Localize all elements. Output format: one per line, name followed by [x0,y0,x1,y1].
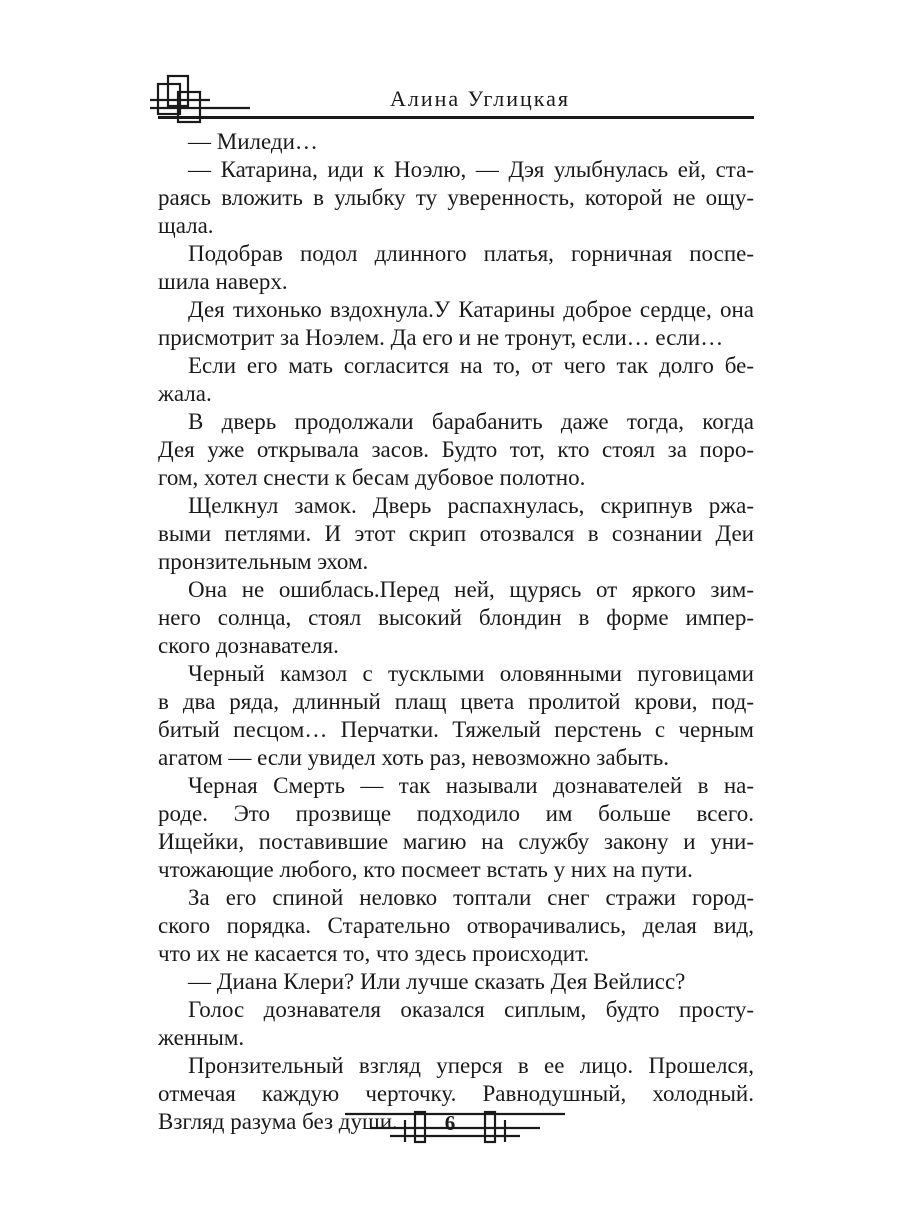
header-rule [158,116,754,119]
header-ornament-icon [150,70,260,130]
text-line: За его спиной неловко топтали снег стражи город- [188,885,754,910]
text-line: что их не касается то, что здесь происходит. [158,941,590,966]
text-line: Черный камзол с тусклыми оловянными пуговицами [188,661,754,686]
text-line: ского дознавателя. [158,633,339,658]
paragraph [158,772,754,884]
text-line: раясь вложить в улыбку ту уверенность, которой не ощу- [158,185,754,210]
text-line: шила наверх. [158,269,288,294]
text-line: — Миледи… [188,129,318,154]
text-line: битый песцом… Перчатки. Тяжелый перстень с черным [158,717,754,742]
paragraph [158,156,754,240]
text-line: Дея тихонько вздохнула.У Катарины доброе сердце, она [188,297,754,322]
paragraph [158,296,754,352]
text-line: — Катарина, иди к Ноэлю, — Дэя улыбнулась ей, ста- [188,157,754,182]
text-line: Дея уже открывала засов. Будто тот, кто стоял за поро- [158,437,754,462]
text-line: — Диана Клери? Или лучше сказать Дея Вейлисс? [188,969,686,994]
page-number: 6 [444,1111,456,1135]
text-line: в два ряда, длинный плащ цвета пролитой крови, под- [158,689,754,714]
body-text [158,128,754,1136]
paragraph [158,128,754,156]
paragraph [158,408,754,492]
paragraph [158,576,754,660]
paragraph [158,352,754,408]
text-line: Если его мать согласится на то, от чего так долго бе- [188,353,754,378]
text-line: отмечая каждую черточку. Равнодушный, холодный. [158,1081,754,1106]
running-header-author: Алина Углицкая [390,86,570,111]
text-line: агатом — если увидел хоть раз, невозможно забыть. [158,745,670,770]
text-line: В дверь продолжали барабанить даже тогда, когда [188,409,754,434]
text-line: Черная Смерть — так называли дознавателей в на- [188,773,754,798]
text-line: Она не ошиблась.Перед ней, щурясь от яркого зим- [188,577,754,602]
text-line: Голос дознавателя оказался сиплым, будто просту- [188,997,754,1022]
paragraph [158,660,754,772]
text-line: Ищейки, поставившие магию на службу закону и уни- [158,829,754,854]
text-line: чтожающие любого, кто посмеет встать у них на пути. [158,857,693,882]
text-line: пронзительным эхом. [158,549,369,574]
text-line: присмотрит за Ноэлем. Да его и не тронут, если… если… [158,325,724,350]
text-line: Подобрав подол длинного платья, горничная поспе- [188,241,754,266]
text-line: Взгляд разума без души. [158,1109,398,1134]
text-line: Щелкнул замок. Дверь распахнулась, скрипнув ржа- [188,493,754,518]
text-line: гом, хотел снести к бесам дубовое полотно. [158,465,586,490]
text-line: него солнца, стоял высокий блондин в форме импер- [158,605,754,630]
text-line: щала. [158,213,214,238]
text-line: роде. Это прозвище подходило им больше всего. [158,801,754,826]
text-line: Пронзительный взгляд уперся в ее лицо. Прошелся, [188,1053,754,1078]
text-line: жала. [158,381,212,406]
text-line: ского порядка. Старательно отворачивались, делая вид, [158,913,754,938]
paragraph [158,968,754,996]
text-line: женным. [158,1025,245,1050]
paragraph [158,492,754,576]
paragraph [158,240,754,296]
text-line: выми петлями. И этот скрип отозвался в сознании Деи [158,521,754,546]
paragraph [158,996,754,1052]
paragraph [158,884,754,968]
